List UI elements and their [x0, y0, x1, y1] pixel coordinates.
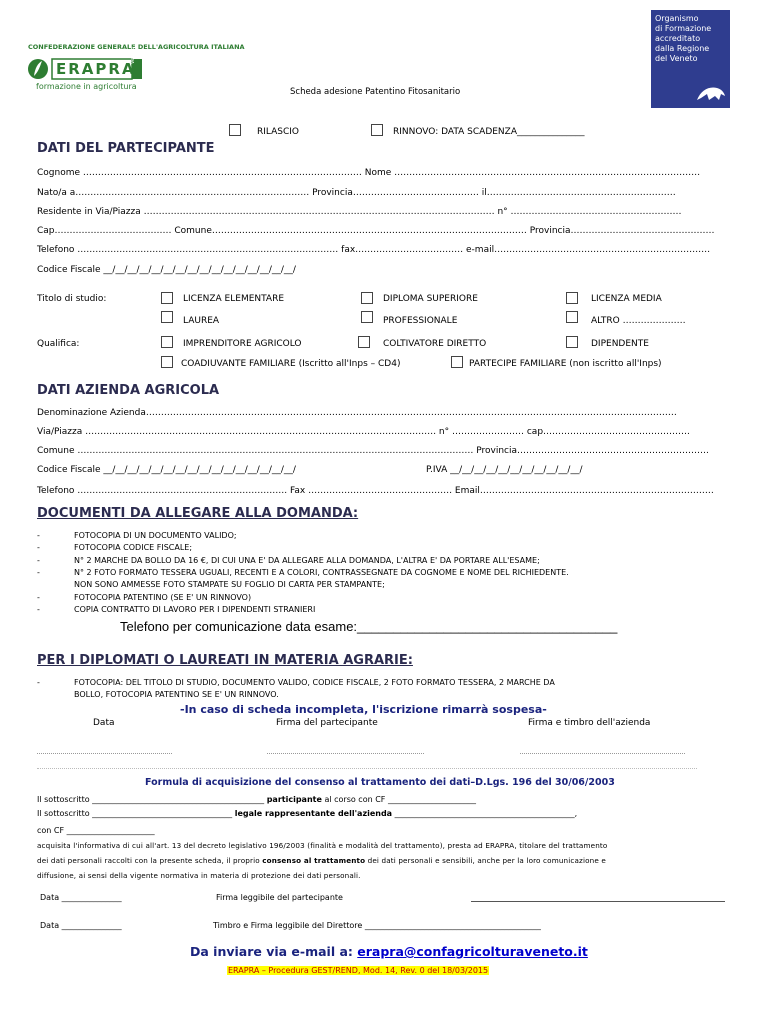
licenza-media-checkbox[interactable]	[566, 292, 578, 304]
sig-data-label: Data	[93, 718, 115, 728]
azienda-contatti-field[interactable]: Telefono ……………………………………………………………. Fax ………………………………………… Email……………………………………………………………………	[37, 486, 714, 496]
sig-data-line[interactable]	[37, 753, 172, 754]
participant-section-title: DATI DEL PARTECIPANTE	[37, 141, 215, 156]
licenza-media-label: LICENZA MEDIA	[591, 294, 662, 304]
lion-of-venice-icon	[695, 80, 727, 104]
doc-item-6: COPIA CONTRATTO DI LAVORO PER I DIPENDENTI STRANIERI	[74, 605, 316, 614]
professionale-checkbox[interactable]	[361, 311, 373, 323]
diplomati-section-title: PER I DIPLOMATI O LAUREATI IN MATERIA AGRARIE:	[37, 653, 413, 668]
nascita-field[interactable]: Nato/a a…………………………………………………………………… Provincia…………………………………… il………………………………………………………	[37, 188, 676, 198]
via-field[interactable]: Via/Piazza ……………………………………………………………………………………………………… n° …………………… cap………………………………………….	[37, 427, 690, 437]
piva-field[interactable]: P.IVA __/__/__/__/__/__/__/__/__/__/__/	[426, 465, 583, 475]
dipendente-checkbox[interactable]	[566, 336, 578, 348]
email-link[interactable]: erapra@confagricolturaveneto.it	[357, 944, 588, 959]
consenso-row2-name: Il sottoscritto ___________________________________	[37, 809, 233, 818]
document-subtitle: Scheda adesione Patentino Fitosanitario	[290, 87, 461, 97]
consenso-data-2[interactable]: Data _______________	[40, 921, 122, 930]
sig-partecipante-label: Firma del partecipante	[276, 718, 378, 728]
consenso-text-line1: acquisita l'informativa di cui all'art. 13 del decreto legislativo 196/2003 (finalità e modalità del trattamento), presta ad ERAPRA, titolare del trattamento	[37, 841, 608, 850]
denominazione-field[interactable]: Denominazione Azienda……………………………………………………………………………………………………………………………………………………………	[37, 408, 677, 418]
consenso-data-1[interactable]: Data _______________	[40, 893, 122, 902]
qualifica-label: Qualifica:	[37, 339, 80, 349]
logo-side-text: Veneto	[130, 46, 136, 64]
cap-comune-field[interactable]: Cap………………………………… Comune…………………………………………………………………………………………… Provincia…………………………………………	[37, 226, 715, 236]
codice-fiscale-field[interactable]: Codice Fiscale __/__/__/__/__/__/__/__/__/__/__/__/__/__/__/__/	[37, 265, 296, 275]
rinnovo-checkbox[interactable]	[371, 124, 383, 136]
doc-dash-6: -	[37, 605, 40, 614]
doc-dash-2: -	[37, 543, 40, 552]
consenso-row3[interactable]: con CF ______________________	[37, 826, 155, 835]
licenza-elementare-label: LICENZA ELEMENTARE	[183, 294, 285, 304]
logo-tagline: formazione in agricoltura	[36, 82, 137, 91]
coltivatore-label: COLTIVATORE DIRETTO	[383, 339, 487, 349]
send-email-line	[190, 944, 588, 959]
erapra-logo	[28, 46, 143, 82]
consenso-title: Formula di acquisizione del consenso al trattamento dei dati–D.Lgs. 196 del 30/06/2003	[145, 777, 615, 788]
doc-dash-4: -	[37, 568, 40, 577]
coadiuvante-checkbox[interactable]	[161, 356, 173, 368]
sig-azienda-label: Firma e timbro dell'azienda	[528, 718, 651, 728]
diplomati-item-line1: FOTOCOPIA: DEL TITOLO DI STUDIO, DOCUMENTO VALIDO, CODICE FISCALE, 2 FOTO FORMATO TESSERA, 2 MARCHE DA	[74, 678, 555, 687]
rilascio-label: RILASCIO	[257, 127, 300, 137]
incomplete-warning: -In caso di scheda incompleta, l'iscrizione rimarrà sospesa-	[180, 703, 547, 716]
rilascio-checkbox[interactable]	[229, 124, 241, 136]
consenso-firma-partecipante: Firma leggibile del partecipante	[216, 893, 343, 902]
consenso-row1-cf: al corso con CF ______________________	[324, 795, 476, 804]
contatti-field[interactable]: Telefono …………………………………………………………………………… fax……………………………… e-mail………………………………………………………………	[37, 245, 711, 255]
consenso-firma-direttore[interactable]: Timbro e Firma leggibile del Direttore ____________________________________________	[213, 921, 541, 930]
doc-item-1: FOTOCOPIA DI UN DOCUMENTO VALIDO;	[74, 531, 237, 540]
consenso-row2-role: legale rappresentante dell'azienda	[234, 809, 393, 818]
azienda-section-title: DATI AZIENDA AGRICOLA	[37, 383, 220, 398]
altro-checkbox[interactable]	[566, 311, 578, 323]
doc-item-2: FOTOCOPIA CODICE FISCALE;	[74, 543, 193, 552]
partecipe-checkbox[interactable]	[451, 356, 463, 368]
documenti-section-title: DOCUMENTI DA ALLEGARE ALLA DOMANDA:	[37, 506, 359, 521]
consenso-text-line3: diffusione, ai sensi della vigente normativa in materia di protezione dei dati personali.	[37, 871, 361, 880]
diplomati-dash: -	[37, 678, 40, 687]
consenso-text-line2c: dei dati personali e sensibili, anche per la loro comunicazione e	[365, 856, 606, 865]
consenso-row2-azienda: _____________________________________________,	[394, 809, 578, 818]
professionale-label: PROFESSIONALE	[383, 316, 458, 326]
licenza-elementare-checkbox[interactable]	[161, 292, 173, 304]
altro-label: ALTRO …………………	[591, 316, 686, 326]
doc-item-5: FOTOCOPIA PATENTINO (SE E' UN RINNOVO)	[74, 593, 252, 602]
residenza-field[interactable]: Residente in Via/Piazza ……………………………………………………………………………………………………… n° …………………………………………………	[37, 207, 682, 217]
doc-dash-1: -	[37, 531, 40, 540]
region-box-text: Organismo di Formazione accreditato dalla Regione del Veneto	[655, 14, 712, 63]
cognome-nome-field[interactable]: Cognome ………………………………………………………………………………… Nome …………………………………………………………………………………………	[37, 168, 701, 178]
rinnovo-label: RINNOVO: DATA SCADENZA_______________	[393, 127, 585, 137]
confederation-line: CONFEDERAZIONE GENERALE DELL'AGRICOLTURA ITALIANA	[28, 43, 245, 51]
laurea-label: LAUREA	[183, 316, 220, 326]
azienda-codice-fiscale-field[interactable]: Codice Fiscale __/__/__/__/__/__/__/__/__/__/__/__/__/__/__/__/	[37, 465, 296, 475]
consenso-row1[interactable]	[37, 795, 476, 804]
study-label: Titolo di studio:	[37, 294, 107, 304]
logo-text: ERAPRA	[56, 60, 136, 78]
sig-azienda-line[interactable]	[520, 753, 685, 754]
section-divider	[37, 768, 697, 769]
doc-dash-5: -	[37, 593, 40, 602]
consenso-text-line2	[37, 856, 606, 865]
laurea-checkbox[interactable]	[161, 311, 173, 323]
doc-item-4b: NON SONO AMMESSE FOTO STAMPATE SU FOGLIO DI CARTA PER STAMPANTE;	[74, 580, 385, 589]
consenso-text-line2b: consenso al trattamento	[262, 856, 366, 865]
diplomati-item-line2: BOLLO, FOTOCOPIA PATENTINO SE E' UN RINNOVO.	[74, 690, 279, 699]
consenso-text-line2a: dei dati personali raccolti con la presente scheda, il proprio	[37, 856, 263, 865]
doc-item-3: N° 2 MARCHE DA BOLLO DA 16 €, DI CUI UNA E' DA ALLEGARE ALLA DOMANDA, L'ALTRA E' DA PORTARE ALL'ESAME;	[74, 556, 540, 565]
imprenditore-label: IMPRENDITORE AGRICOLO	[183, 339, 302, 349]
doc-dash-3: -	[37, 556, 40, 565]
consenso-row1-role: participante	[266, 795, 322, 804]
coltivatore-checkbox[interactable]	[358, 336, 370, 348]
procedure-code: ERAPRA – Procedura GEST/REND, Mod. 14, Rev. 0 del 18/03/2015	[228, 966, 489, 975]
firma-partecipante-line[interactable]	[471, 901, 725, 902]
region-box	[651, 10, 730, 108]
sig-partecipante-line[interactable]	[267, 753, 424, 754]
telefono-esame-field[interactable]: Telefono per comunicazione data esame:____________________________________	[120, 619, 618, 634]
doc-item-4: N° 2 FOTO FORMATO TESSERA UGUALI, RECENTI E A COLORI, CONTRASSEGNATE DA COGNOME E NOME DEL RICHIEDENTE.	[74, 568, 569, 577]
diploma-superiore-checkbox[interactable]	[361, 292, 373, 304]
consenso-row1-name: Il sottoscritto ___________________________________________	[37, 795, 265, 804]
partecipe-label: PARTECIPE FAMILIARE (non iscritto all'Inps)	[469, 359, 662, 369]
dipendente-label: DIPENDENTE	[591, 339, 649, 349]
send-email-label: Da inviare via e-mail a:	[190, 944, 358, 959]
diploma-superiore-label: DIPLOMA SUPERIORE	[383, 294, 478, 304]
comune-field[interactable]: Comune …………………………………………………………………………………………………………………… Provincia……………………………………………………….	[37, 446, 709, 456]
consenso-row2[interactable]	[37, 809, 577, 818]
imprenditore-checkbox[interactable]	[161, 336, 173, 348]
coadiuvante-label: COADIUVANTE FAMILIARE (Iscritto all'Inps – CD4)	[181, 359, 401, 369]
